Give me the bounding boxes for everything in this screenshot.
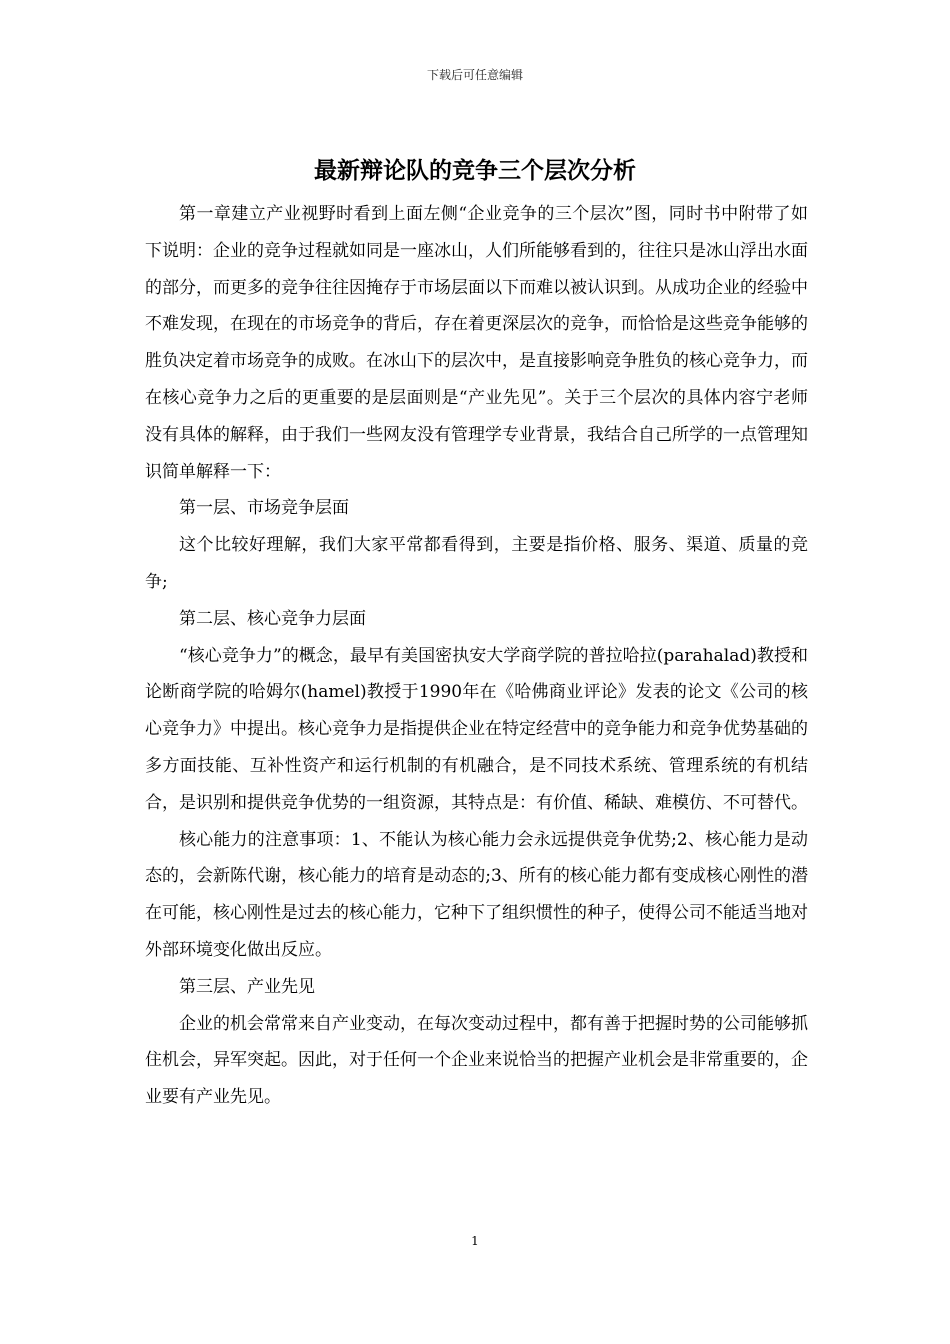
section-heading-level-2: 第二层、核心竞争力层面: [179, 608, 366, 629]
paragraph-market-competition: 这个比较好理解，我们大家平常都看得到，主要是指价格、服务、渠道、质量的竞争;: [145, 535, 808, 592]
paragraph-core-competence-notes: 核心能力的注意事项：1、不能认为核心能力会永远提供竞争优势;2、核心能力是动态的，会新陈代谢，核心能力的培育是动态的;3、所有的核心能力都有变成核心刚性的潜在可能，核心刚性是过去的核心能力，它种下了组织惯性的种子，使得公司不能适当地对外部环境变化做出反应。: [145, 829, 808, 960]
document-body: [145, 196, 808, 1116]
paragraph-core-competence: “核心竞争力”的概念，最早有美国密执安大学商学院的普拉哈拉(parahalad)教授和论断商学院的哈姆尔(hamel)教授于1990年在《哈佛商业评论》发表的论文《公司的核心竞争力》中提出。核心竞争力是指提供企业在特定经营中的竞争能力和竞争优势基础的多方面技能、互补性资产和运行机制的有机融合，是不同技术系统、管理系统的有机结合，是识别和提供竞争优势的一组资源，其特点是：有价值、稀缺、难模仿、不可替代。: [145, 645, 808, 813]
document-title: 最新辩论队的竞争三个层次分析: [314, 158, 636, 184]
section-heading-level-1: 第一层、市场竞争层面: [179, 498, 349, 519]
paragraph-industry-foresight: 企业的机会常常来自产业变动，在每次变动过程中，都有善于把握时势的公司能够抓住机会，异军突起。因此，对于任何一个企业来说恰当的把握产业机会是非常重要的，企业要有产业先见。: [145, 1013, 808, 1108]
page-number: 1: [471, 1234, 479, 1248]
section-heading-level-3: 第三层、产业先见: [179, 976, 315, 997]
paragraph-intro: 第一章建立产业视野时看到上面左侧“企业竞争的三个层次”图，同时书中附带了如下说明：企业的竞争过程就如同是一座冰山，人们所能够看到的，往往只是冰山浮出水面的部分，而更多的竞争往往因掩存于市场层面以下而难以被认识到。从成功企业的经验中不难发现，在现在的市场竞争的背后，存在着更深层次的竞争，而恰恰是这些竞争能够的胜负决定着市场竞争的成败。在冰山下的层次中，是直接影响竞争胜负的核心竞争力，而在核心竞争力之后的更重要的是层面则是“产业先见”。关于三个层次的具体内容宁老师没有具体的解释，由于我们一些网友没有管理学专业背景，我结合自己所学的一点管理知识简单解释一下：: [145, 204, 808, 482]
header-note: 下载后可任意编辑: [426, 68, 523, 82]
